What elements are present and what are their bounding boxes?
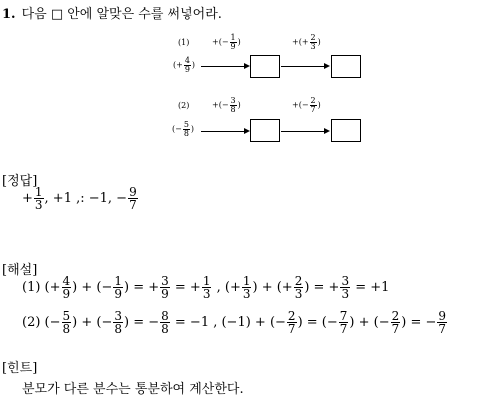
row2-arrow1: [201, 131, 245, 132]
row1-label: (1): [178, 38, 190, 47]
row1-op2: +(+ $\frac{2}{3}$ ): [292, 33, 321, 51]
row1-start: (+ $\frac{4}{9}$ ): [173, 56, 196, 74]
question-number: 1.: [2, 7, 16, 22]
row1-answer-box2[interactable]: [331, 55, 361, 78]
row1-arrow2: [281, 66, 325, 67]
question-title: [2, 3, 222, 22]
answer-line: + $\frac{1}{3}$ , +1 ,: −1, − $\frac{9}{7}$: [22, 185, 137, 212]
row2-op1: +(− $\frac{3}{8}$ ): [212, 96, 241, 114]
row1-arrow2-head: [324, 63, 330, 69]
question-text: 다음 □ 안에 알맞은 수를 써넣어라.: [21, 7, 222, 22]
solution-heading: [해설]: [2, 263, 38, 278]
row1-arrow1: [201, 66, 245, 67]
row1-answer-box1[interactable]: [250, 55, 280, 78]
hint-heading: [힌트]: [2, 361, 38, 376]
row1-op1: +(− $\frac{1}{9}$ ): [212, 33, 241, 51]
row2-answer-box2[interactable]: [331, 119, 361, 142]
row2-op2: +(− $\frac{2}{7}$ ): [292, 96, 321, 114]
row2-arrow2: [281, 131, 325, 132]
solution-line-1: (1) (+ $\frac{4}{9}$ ) + (− $\frac{1}{9}$ ) = + $\frac{3}{9}$ = + $\frac{1}{3}$ , (+ $\frac{1}{3}$ ) + (+ $\frac{2}{3}$ ) = + $\frac{3}{3}$ = +1: [22, 274, 390, 301]
row2-arrow2-head: [324, 128, 330, 134]
row2-answer-box1[interactable]: [250, 119, 280, 142]
row2-start: (− $\frac{5}{8}$ ): [172, 120, 195, 138]
row2-label: (2): [178, 101, 190, 110]
solution-line-2: (2) (− $\frac{5}{8}$ ) + (− $\frac{3}{8}$ ) = − $\frac{8}{8}$ = −1 , (−1) + (− $\frac{2}{7}$ ) = (− $\frac{7}{7}$ ) + (− $\frac{2}{7}$ ) = − $\frac{9}{7}$: [22, 309, 447, 336]
hint-text: 분모가 다른 분수는 통분하여 계산한다.: [22, 382, 244, 397]
answer-heading: [정답]: [2, 174, 38, 189]
